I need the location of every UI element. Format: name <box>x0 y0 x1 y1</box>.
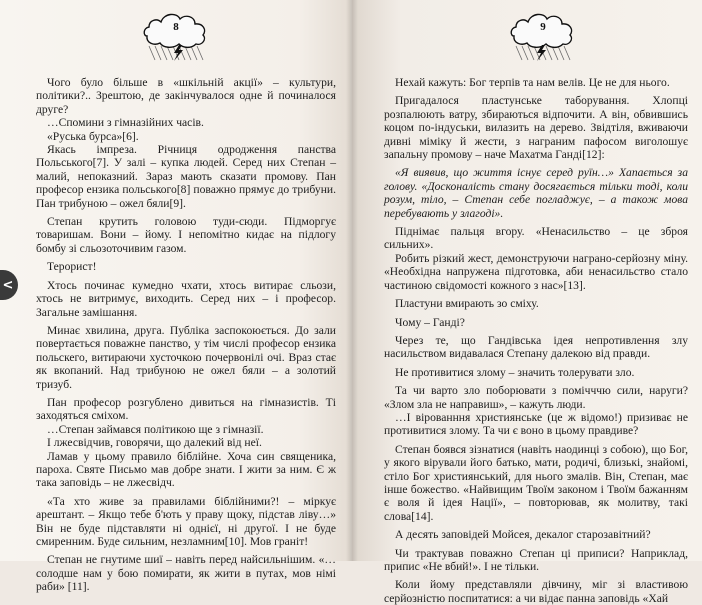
right-page-header <box>508 6 578 62</box>
paragraph: Якась імпреза. Річниця одродження панства Польського[7]. У залі – купка людей. Серед них Степан – малий, непоказний. Зараз мають сказати промову. Пан професор ензика польського[8] поважно прямує до трибуни. Пан трибуною – ожел бяли[9]. <box>36 143 336 210</box>
paragraph: …Спомини з гімназійних часів. <box>47 116 204 130</box>
paragraph: Минає хвилина, друга. Публіка заспокоюється. До зали повертається поважне панство, у тім числі професор ензика польскего, витираючи хусточкою почервонілі очі. Враз стає як вкопаний. Над трибуною не ожел бяли – а золотий тризуб. <box>36 323 336 391</box>
paragraph: Хтось починає кумедно чхати, хтось витирає сльози, хтось не витримує, виходить. Серед них – і професор. Загальне замішання. <box>36 278 336 319</box>
paragraph: Степан не гнутиме шиї – навіть перед найсильнішим. «…солодше нам у бою помирати, як жити в путах, мов німі раби» [11]. <box>36 553 336 594</box>
paragraph: Піднімає пальця вгору. «Ненасильство – це зброя сильних». <box>384 225 688 252</box>
paragraph: Степан боявся зізнатися (навіть наодинці з собою), що Бог, у якого вірували його батько, мати, родичі, близькі, знайомі, стіло Бог християнський, для нього змалів. Він, Степан, має інше божество. «Найвищим Твоїм законом і Твоїм бажанням є воля й ідея Нації», – повторював, як молитву, такі слова[14]. <box>384 442 688 523</box>
storm-cloud-lightning-icon <box>141 6 211 62</box>
left-page-header <box>141 6 211 62</box>
page-number: 8 <box>173 21 179 33</box>
paragraph: Робить різкий жест, демонструючи награно-серйозну міну. «Необхідна напружена підготовка, аби ненасильство стало частиною свідомості кожного з нас»[13]. <box>384 251 688 292</box>
right-page-text <box>384 76 688 605</box>
paragraph: Ламав у цьому правило біблійне. Хоча син священика, пароха. Святе Письмо мав добре знати. І жити за ним. Є ж така заповідь – не лжесвідч. <box>36 449 336 490</box>
paragraph: Чому – Ганді? <box>395 315 465 329</box>
paragraph: Степан крутить головою туди-сюди. Підморгує товаришам. Вони – йому. І непомітно кидає на підлогу бомбу зі сльозоточивим газом. <box>36 215 336 255</box>
paragraph: Пригадалося пластунське таборування. Хлопці розпалюють ватру, збираються відпочити. А він, обвившись коцом по-індуськи, вилазить на дерево. Звідтіля, вживаючи дивні міміку й жести, з награним пафосом виголошує запальну промову – наче Махатма Ганді[12]: <box>384 94 688 162</box>
paragraph: Не противитися злому – значить толерувати зло. <box>395 365 635 379</box>
paragraph: Терорист! <box>47 260 97 274</box>
page-number: 9 <box>540 21 546 33</box>
paragraph: «Руська бурса»[6]. <box>47 129 139 143</box>
paragraph: Чого було більше в «шкільній акції» – культури, політики?.. Зрештою, де закінчувалося одне й починалося друге? <box>36 76 336 116</box>
paragraph: Нехай кажуть: Бог терпів та нам велів. Це не для нього. <box>395 76 670 89</box>
paragraph: …І вірованння християнське (це ж відомо!) призиває не противитися злому. Та чи є воно в цьому правдиве? <box>384 410 688 438</box>
chevron-left-icon: < <box>2 277 14 293</box>
paragraph: «Та хто живе за правилами біблійними?! – міркує арештант. – Якщо тебе б'ють у праву щоку, підстав ліву…» Він не буде підставляти ні однієї, ні другої. І не буде смиренним. Буде сильним, незламним[10]. Мов граніт! <box>36 494 336 548</box>
paragraph: Коли йому представляли дівчину, міг зі властивою серйозністю поспитатися: а чи відає панна заповідь «Хай <box>384 578 688 605</box>
paragraph: …Степан займався політикою ще з гімназії. <box>47 422 264 436</box>
paragraph: «Я виявив, що життя існує серед руїн…» Хапається за голову. «Досконалість стану досягається тільки тоді, коли розум, тіло, – Степан себе погладжує, – а також мова перебувають у злагоді». <box>384 166 688 220</box>
paragraph: Через те, що Гандівська ідея непротивлення злу насильством видавалася Степану далекою від правди. <box>384 333 688 361</box>
paragraph: І лжесвідчив, говорячи, що далекий від неї. <box>47 436 262 450</box>
paragraph: А десять заповідей Мойсея, декалог старозавітний? <box>395 528 651 542</box>
left-page <box>0 0 352 594</box>
paragraph: Пластуни вмирають зо сміху. <box>395 297 539 311</box>
paragraph: Пан професор розгублено дивиться на гімназистів. Ті заходяться сміхом. <box>36 395 336 423</box>
left-page-text <box>36 76 336 594</box>
storm-cloud-lightning-icon <box>508 6 578 62</box>
paragraph: Чи трактував поважно Степан ці приписи? Наприклад, припис «Не вбий!». І не тільки. <box>384 546 688 573</box>
paragraph: Та чи варто зло поборювати з помічччю сили, наруги? «Злом зла не направиш», – кажуть люди. <box>384 384 688 411</box>
right-page <box>352 0 702 605</box>
